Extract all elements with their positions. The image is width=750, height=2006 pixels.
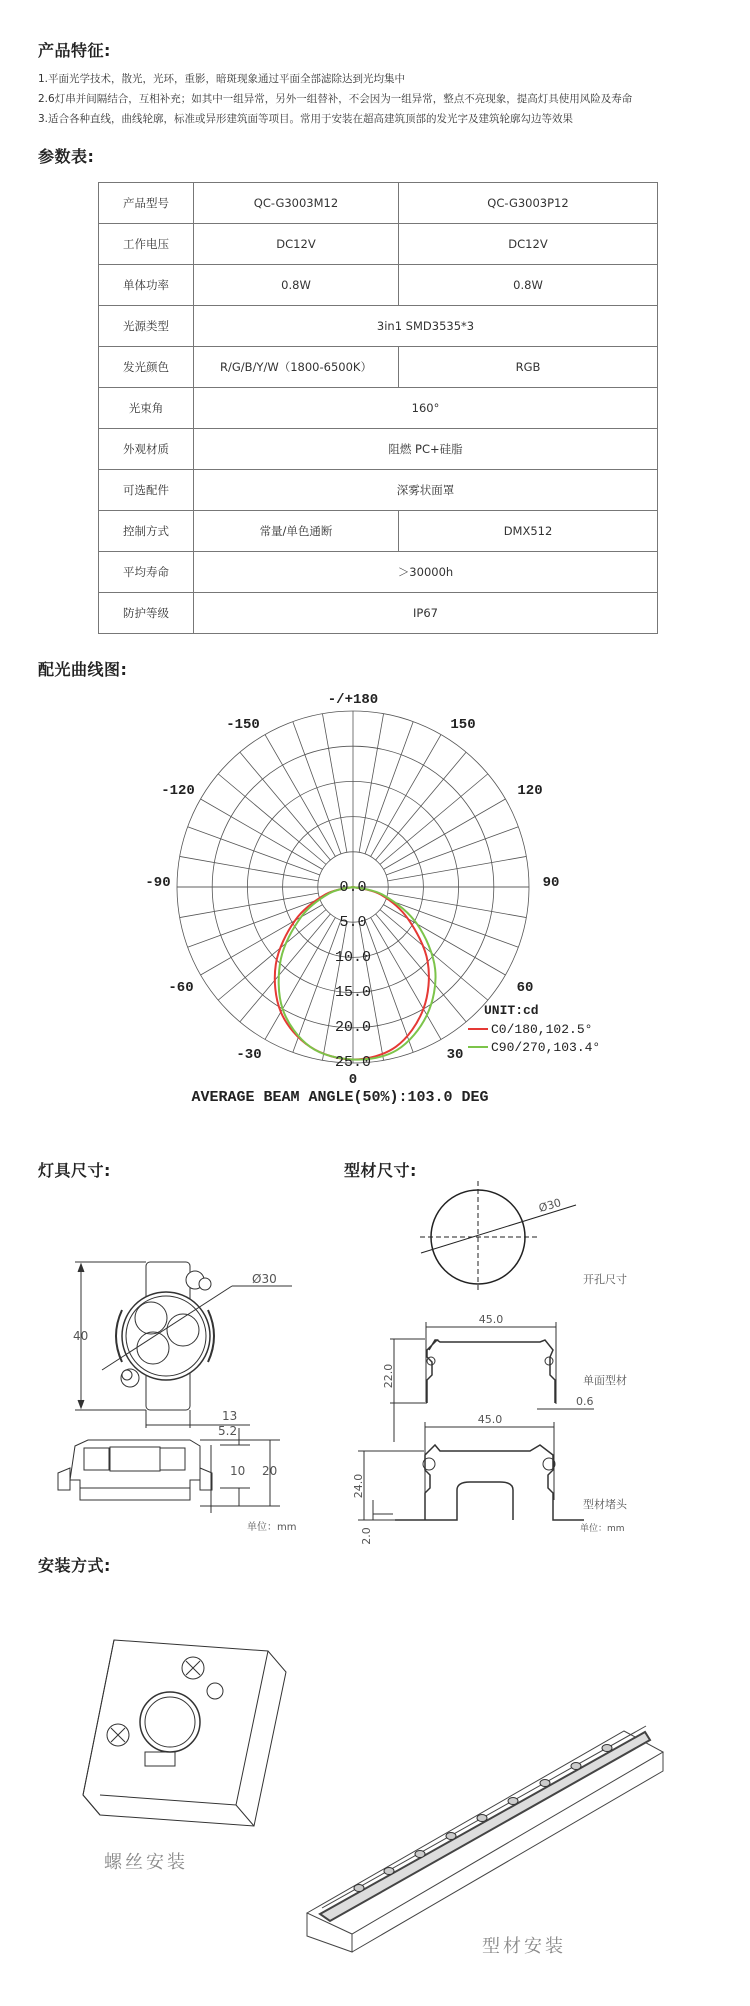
svg-text:25.0: 25.0	[334, 1054, 372, 1071]
svg-text:-120: -120	[161, 783, 195, 799]
cell-value: R/G/B/Y/W（1800-6500K）	[194, 347, 399, 388]
cell-value: RGB	[399, 347, 658, 388]
svg-text:-150: -150	[226, 717, 260, 733]
feature-item: 3.适合各种直线，曲线轮廓，标准或异形建筑面等项目。常用于安装在超高建筑顶部的发光字及建筑轮廓勾边等效果	[38, 113, 574, 125]
svg-text:开孔尺寸: 开孔尺寸	[583, 1273, 627, 1286]
row-label: 防护等级	[99, 593, 194, 634]
profile-install-label: 型材安装	[482, 1936, 566, 1957]
svg-text:90: 90	[542, 875, 560, 891]
cell-value: 深雾状面罩	[194, 470, 658, 511]
svg-text:2.0: 2.0	[360, 1527, 373, 1545]
svg-text:15.0: 15.0	[334, 984, 372, 1001]
svg-text:-30: -30	[236, 1047, 262, 1063]
cell-value: QC-G3003M12	[194, 183, 399, 224]
cell-value: DMX512	[399, 511, 658, 552]
svg-text:10: 10	[230, 1464, 246, 1478]
svg-text:Ø30: Ø30	[537, 1196, 563, 1215]
fixture-top-view	[75, 1262, 292, 1428]
row-label: 控制方式	[99, 511, 194, 552]
svg-text:-60: -60	[168, 980, 194, 996]
svg-text:45.0: 45.0	[478, 1313, 504, 1326]
params-title: 参数表:	[38, 147, 95, 166]
row-label: 平均寿命	[99, 552, 194, 593]
row-label: 可选配件	[99, 470, 194, 511]
end-cap-labels	[352, 1413, 628, 1545]
screw-install-label: 螺丝安装	[104, 1852, 188, 1873]
table-row	[99, 388, 658, 429]
installation-title: 安装方式:	[38, 1556, 111, 1575]
cell-value: 0.8W	[194, 265, 399, 306]
svg-text:13: 13	[222, 1409, 238, 1423]
unit-label: UNIT:cd	[484, 1003, 539, 1018]
polar-chart	[0, 680, 750, 1110]
svg-text:22.0: 22.0	[382, 1363, 395, 1389]
chart-legend	[468, 1003, 600, 1055]
row-label: 外观材质	[99, 429, 194, 470]
table-row	[99, 593, 658, 634]
photometric-title: 配光曲线图:	[38, 660, 128, 679]
table-row	[99, 183, 658, 224]
svg-text:45.0: 45.0	[477, 1413, 503, 1426]
row-label: 单体功率	[99, 265, 194, 306]
legend-c0: C0/180,102.5°	[491, 1022, 593, 1037]
svg-text:10.0: 10.0	[334, 949, 372, 966]
svg-text:40: 40	[73, 1329, 89, 1343]
svg-text:5.0: 5.0	[339, 914, 367, 931]
legend-c90: C90/270,103.4°	[491, 1040, 601, 1055]
beam-angle-footer: AVERAGE BEAM ANGLE(50%):103.0 DEG	[191, 1089, 489, 1106]
feature-item: 2.6灯串并间隔结合，互相补充；如其中一组异常，另外一组替补，不会因为一组异常，整点不亮现象，提高灯具使用风险及寿命	[38, 93, 633, 105]
profile-dims-title: 型材尺寸:	[344, 1161, 417, 1180]
table-row	[99, 429, 658, 470]
cell-value: QC-G3003P12	[399, 183, 658, 224]
svg-text:-90: -90	[145, 875, 171, 891]
svg-text:24.0: 24.0	[352, 1473, 365, 1499]
row-label: 光源类型	[99, 306, 194, 347]
cell-value: DC12V	[399, 224, 658, 265]
screw-install-illustration	[83, 1640, 286, 1826]
cell-value: 常量/单色通断	[194, 511, 399, 552]
fixture-dims-title: 灯具尺寸:	[38, 1161, 111, 1180]
fixture-side-view	[58, 1428, 280, 1513]
svg-text:型材堵头: 型材堵头	[583, 1498, 627, 1511]
table-row	[99, 552, 658, 593]
cell-value: 160°	[194, 388, 658, 429]
cell-value: 3in1 SMD3535*3	[194, 306, 658, 347]
svg-text:120: 120	[517, 783, 543, 799]
dimension-drawings	[0, 1180, 750, 1550]
svg-text:单位：mm: 单位：mm	[247, 1522, 297, 1533]
cell-value: 阻燃 PC+硅脂	[194, 429, 658, 470]
row-label: 产品型号	[99, 183, 194, 224]
cutout-labels	[537, 1196, 627, 1286]
table-row	[99, 306, 658, 347]
table-row	[99, 265, 658, 306]
svg-text:单位：mm: 单位：mm	[580, 1524, 625, 1534]
row-label: 发光颜色	[99, 347, 194, 388]
installation-drawings	[0, 1580, 750, 2006]
svg-text:0.6: 0.6	[576, 1395, 594, 1408]
svg-text:0.0: 0.0	[339, 879, 367, 896]
row-label: 光束角	[99, 388, 194, 429]
table-row	[99, 224, 658, 265]
svg-text:0: 0	[348, 1072, 358, 1088]
cell-value: ＞30000h	[194, 552, 658, 593]
end-cap	[358, 1422, 584, 1520]
cell-value: DC12V	[194, 224, 399, 265]
svg-text:20.0: 20.0	[334, 1019, 372, 1036]
table-row	[99, 347, 658, 388]
svg-text:5.2: 5.2	[218, 1424, 238, 1438]
spec-table	[98, 182, 658, 634]
svg-text:150: 150	[450, 717, 476, 733]
features-list	[38, 69, 632, 129]
cell-value: IP67	[194, 593, 658, 634]
profile-install-illustration	[307, 1726, 663, 1952]
cell-value: 0.8W	[399, 265, 658, 306]
svg-text:30: 30	[446, 1047, 464, 1063]
svg-text:-/+180: -/+180	[327, 692, 379, 708]
row-label: 工作电压	[99, 224, 194, 265]
svg-text:Ø30: Ø30	[252, 1272, 277, 1286]
table-row	[99, 511, 658, 552]
features-title: 产品特征:	[38, 41, 111, 60]
feature-item: 1.平面光学技术，散光，光环，重影，暗斑现象通过平面全部滤除达到光均集中	[38, 73, 406, 85]
svg-text:单面型材: 单面型材	[583, 1374, 627, 1387]
table-row	[99, 470, 658, 511]
svg-text:20: 20	[262, 1464, 278, 1478]
svg-text:60: 60	[516, 980, 534, 996]
profile-leds	[354, 1745, 612, 1892]
